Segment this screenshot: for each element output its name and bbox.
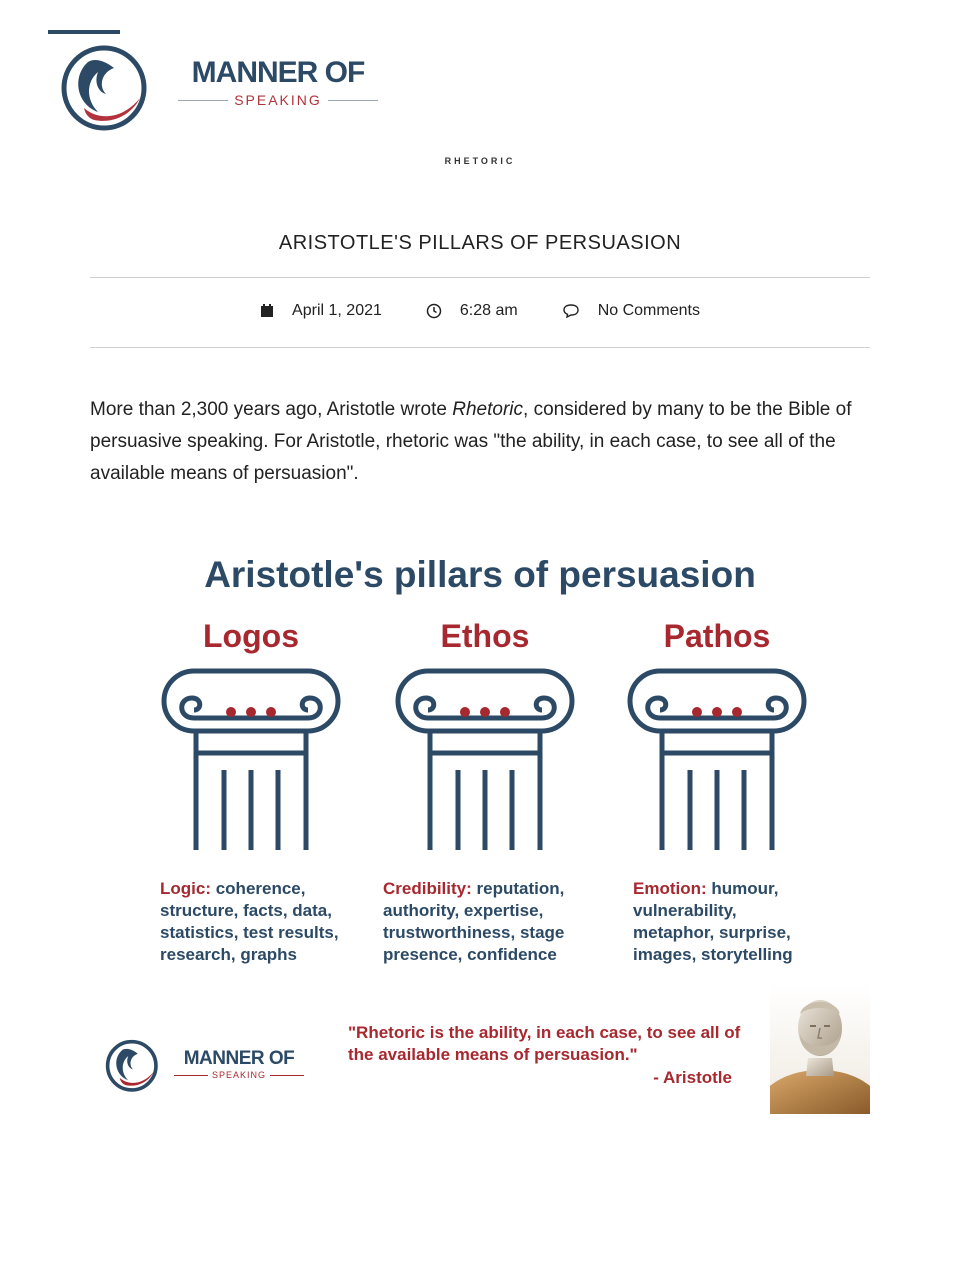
top-accent-bar xyxy=(48,30,120,34)
post-category-link[interactable]: RHETORIC xyxy=(444,156,516,166)
infographic-brand-name: MANNER OF xyxy=(183,1048,295,1069)
intro-text: More than 2,300 years ago, Aristotle wrote xyxy=(90,399,453,420)
brand-divider xyxy=(178,100,228,101)
pillar-lead: Emotion: xyxy=(633,879,707,898)
pillar-text: humour, vulnerability, metaphor, surprise, images, storytelling xyxy=(633,879,793,964)
pillar-name-logos: Logos xyxy=(203,618,299,654)
pillar-text: reputation, authority, expertise, trustworthiness, stage presence, confidence xyxy=(383,879,565,964)
pillar-description-pathos xyxy=(633,878,813,966)
post-comments-link[interactable]: No Comments xyxy=(597,302,700,319)
pillar-lead: Credibility: xyxy=(383,879,472,898)
column-icon xyxy=(390,668,580,858)
comment-icon xyxy=(562,303,580,319)
aristotle-bust-image xyxy=(770,984,870,1114)
post-meta xyxy=(0,302,960,320)
logo-mark-icon xyxy=(104,1038,162,1096)
aristotle-quote: "Rhetoric is the ability, in each case, to see all of the available means of persuasion." xyxy=(348,1023,741,1064)
infographic xyxy=(90,538,870,1116)
brand-subtitle: SPEAKING xyxy=(234,92,322,108)
clock-icon xyxy=(426,303,442,319)
pillar-text: coherence, structure, facts, data, statistics, test results, research, graphs xyxy=(160,879,339,964)
pillar-name-ethos: Ethos xyxy=(440,618,530,654)
post-time xyxy=(426,302,518,320)
infographic-brand-subtitle: SPEAKING xyxy=(212,1070,267,1080)
pillar-lead: Logic: xyxy=(160,879,211,898)
pillar-name-pathos: Pathos xyxy=(663,618,771,654)
column-icon xyxy=(156,668,346,858)
post-date xyxy=(260,302,382,320)
pillar-description-ethos xyxy=(383,878,583,966)
site-logo[interactable] xyxy=(58,42,388,138)
intro-book-title: Rhetoric xyxy=(452,399,524,420)
post-comments xyxy=(562,302,700,320)
infographic-logo xyxy=(104,1038,304,1098)
infographic-title: Aristotle's pillars of persuasion xyxy=(204,554,756,595)
quote-author: - Aristotle xyxy=(653,1068,732,1087)
intro-paragraph xyxy=(90,394,880,490)
logo-mark-icon xyxy=(58,42,154,138)
brand-name: MANNER OF xyxy=(191,56,365,89)
brand-divider xyxy=(174,1075,208,1076)
pillar-description-logos xyxy=(160,878,350,966)
brand-divider xyxy=(270,1075,304,1076)
intro-text: , considered by many to be the Bible of persuasive speaking. For Aristotle, rhetoric was "the ability, in each case, to see all of the available means of persuasion". xyxy=(90,399,852,484)
post-title: ARISTOTLE'S PILLARS OF PERSUASION xyxy=(278,232,682,254)
calendar-icon xyxy=(260,304,274,318)
post-date-text[interactable]: April 1, 2021 xyxy=(292,302,382,319)
divider xyxy=(90,347,870,348)
column-icon xyxy=(622,668,812,858)
post-time-text: 6:28 am xyxy=(459,302,518,319)
brand-divider xyxy=(328,100,378,101)
divider xyxy=(90,277,870,278)
